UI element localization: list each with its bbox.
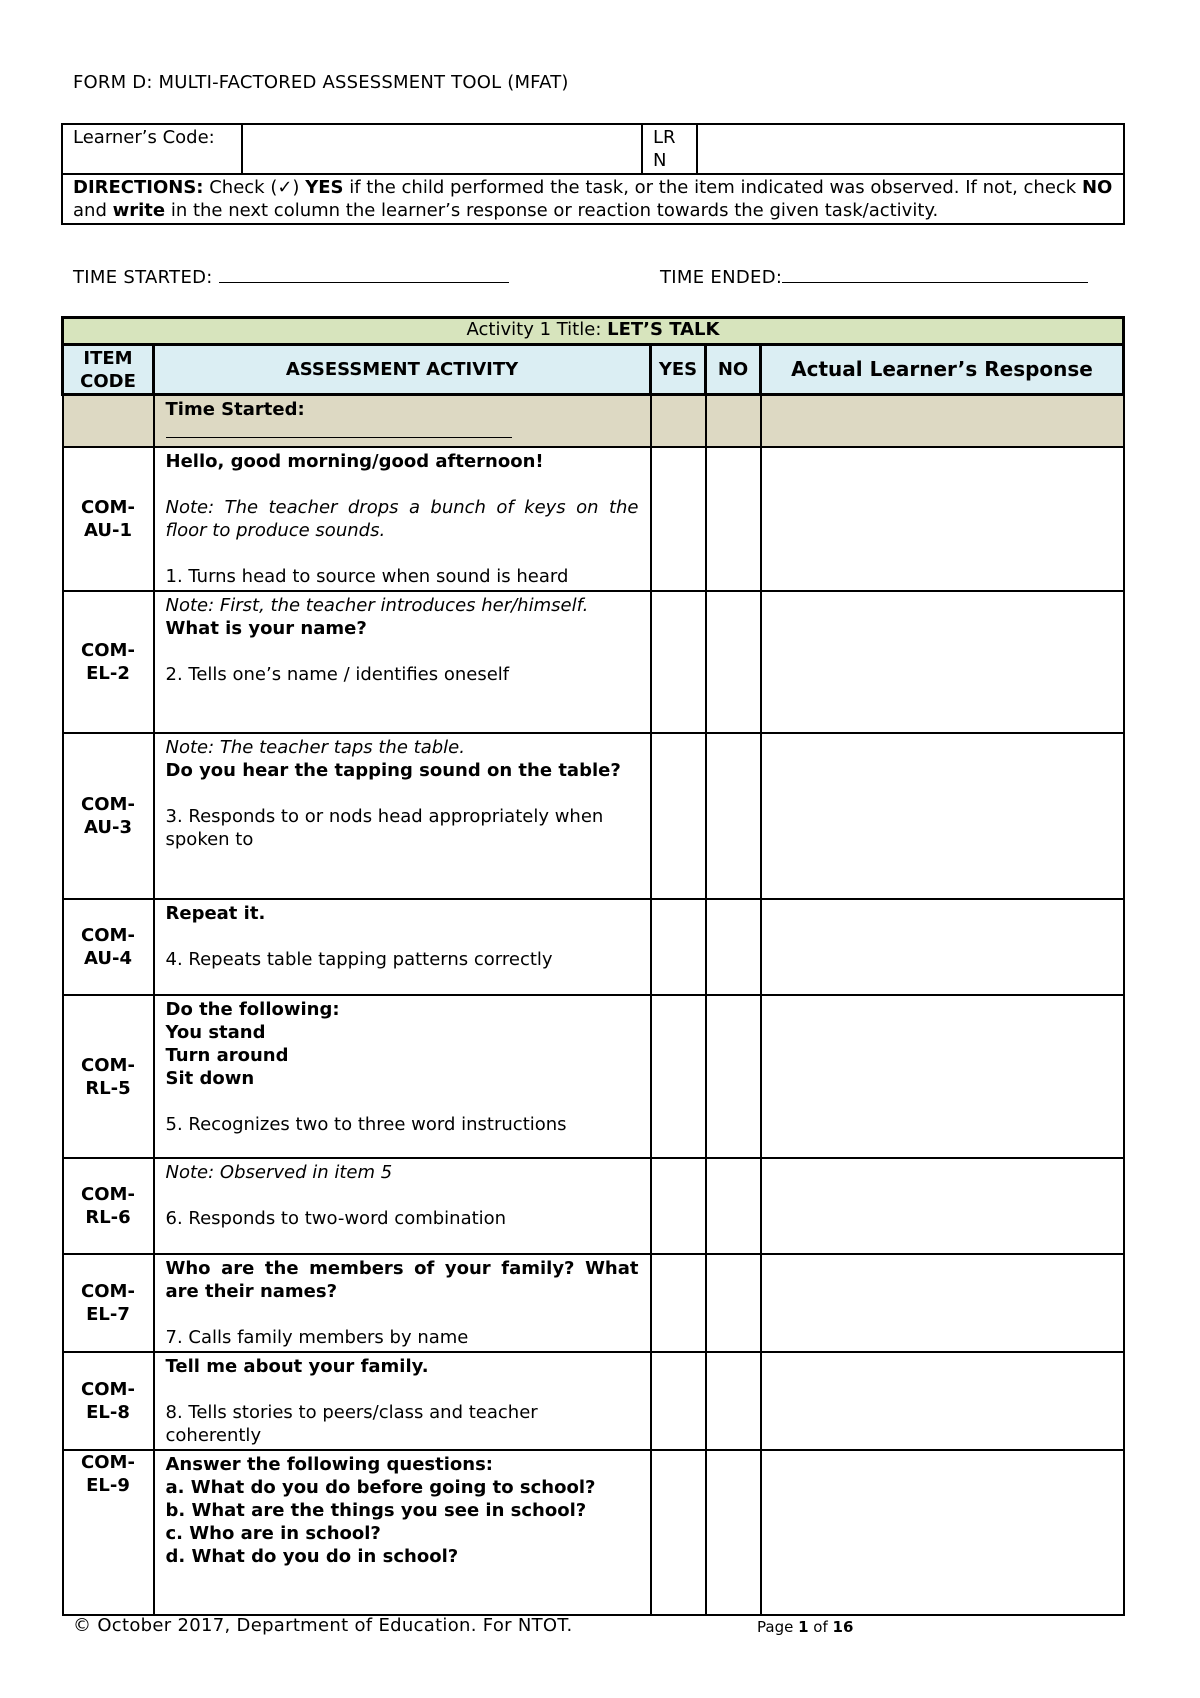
item-code: COM-EL-7 (63, 1254, 154, 1352)
item-code: COM-RL-5 (63, 995, 154, 1158)
time-started-label: TIME STARTED: (73, 267, 213, 288)
no-checkbox[interactable] (706, 1158, 761, 1254)
yes-checkbox[interactable] (651, 995, 706, 1158)
table-row (63, 591, 1124, 733)
no-checkbox[interactable] (706, 733, 761, 899)
learner-code-label: Learner’s Code: (62, 124, 242, 174)
item-code: COM-AU-1 (63, 447, 154, 591)
response-cell[interactable] (761, 447, 1124, 591)
no-checkbox[interactable] (706, 395, 761, 448)
yes-checkbox[interactable] (651, 1254, 706, 1352)
assessment-activity: Hello, good morning/good afternoon! Note: The teacher drops a bunch of keys on the floor to produce sounds. 1. Turns head to source when sound is heard (154, 447, 651, 591)
assessment-table (61, 316, 1125, 1616)
response-cell[interactable] (761, 1254, 1124, 1352)
learner-info-table (61, 123, 1125, 225)
time-started-row: Time Started: (154, 395, 651, 448)
table-row (63, 995, 1124, 1158)
table-row (63, 899, 1124, 995)
col-yes: YES (651, 345, 706, 395)
lrn-field[interactable] (697, 124, 1124, 174)
no-checkbox[interactable] (706, 899, 761, 995)
table-row (63, 1158, 1124, 1254)
lrn-label: LRN (642, 124, 697, 174)
item-code: COM-AU-3 (63, 733, 154, 899)
yes-checkbox[interactable] (651, 447, 706, 591)
page-number: Page 1 of 16 (757, 1618, 854, 1636)
directions-text: DIRECTIONS: Check (✓) YES if the child performed the task, or the item indicated was observed. If not, check NO and write in the next column the learner’s response or reaction towards the given task/activity. (62, 174, 1124, 224)
col-assessment-activity: ASSESSMENT ACTIVITY (154, 345, 651, 395)
item-code: COM-RL-6 (63, 1158, 154, 1254)
table-row (63, 733, 1124, 899)
col-no: NO (706, 345, 761, 395)
yes-checkbox[interactable] (651, 1158, 706, 1254)
table-row (63, 1450, 1124, 1615)
assessment-activity: Repeat it. 4. Repeats table tapping patterns correctly (154, 899, 651, 995)
response-cell[interactable] (761, 733, 1124, 899)
form-title: FORM D: MULTI-FACTORED ASSESSMENT TOOL (MFAT) (73, 72, 569, 93)
table-row (63, 1352, 1124, 1450)
time-ended-label: TIME ENDED: (660, 267, 783, 288)
response-cell[interactable] (761, 1158, 1124, 1254)
assessment-activity: Do the following: You stand Turn around Sit down 5. Recognizes two to three word instructions (154, 995, 651, 1158)
response-cell[interactable] (761, 899, 1124, 995)
learner-code-field[interactable] (242, 124, 642, 174)
item-code: COM-EL-8 (63, 1352, 154, 1450)
yes-checkbox[interactable] (651, 1450, 706, 1615)
footer-copyright: © October 2017, Department of Education. For NTOT. (73, 1615, 573, 1636)
assessment-activity: Note: The teacher taps the table. Do you hear the tapping sound on the table? 3. Responds to or nods head appropriately when spoken to (154, 733, 651, 899)
response-cell[interactable] (761, 591, 1124, 733)
assessment-activity: Tell me about your family. 8. Tells stories to peers/class and teacher coherently (154, 1352, 651, 1450)
time-started-row-blank[interactable] (166, 425, 512, 438)
no-checkbox[interactable] (706, 591, 761, 733)
yes-checkbox[interactable] (651, 1352, 706, 1450)
time-started-code-cell (63, 395, 154, 448)
no-checkbox[interactable] (706, 1352, 761, 1450)
time-started (73, 267, 509, 288)
time-ended-blank[interactable] (782, 268, 1088, 283)
table-row (63, 447, 1124, 591)
yes-checkbox[interactable] (651, 733, 706, 899)
assessment-activity: Note: First, the teacher introduces her/himself. What is your name? 2. Tells one’s name / identifies oneself (154, 591, 651, 733)
response-cell[interactable] (761, 1450, 1124, 1615)
yes-checkbox[interactable] (651, 591, 706, 733)
no-checkbox[interactable] (706, 995, 761, 1158)
assessment-activity: Note: Observed in item 5 6. Responds to two-word combination (154, 1158, 651, 1254)
no-checkbox[interactable] (706, 447, 761, 591)
assessment-activity: Answer the following questions: a. What do you do before going to school? b. What are the things you see in school? c. Who are in school? d. What do you do in school? (154, 1450, 651, 1615)
response-cell[interactable] (761, 395, 1124, 448)
table-row (63, 1254, 1124, 1352)
time-started-blank[interactable] (219, 268, 509, 283)
col-learner-response: Actual Learner’s Response (761, 345, 1124, 395)
yes-checkbox[interactable] (651, 395, 706, 448)
no-checkbox[interactable] (706, 1254, 761, 1352)
item-code: COM-AU-4 (63, 899, 154, 995)
assessment-activity: Who are the members of your family? What are their names? 7. Calls family members by name (154, 1254, 651, 1352)
no-checkbox[interactable] (706, 1450, 761, 1615)
activity-title: Activity 1 Title: LET’S TALK (63, 318, 1124, 345)
response-cell[interactable] (761, 995, 1124, 1158)
col-item-code: ITEM CODE (63, 345, 154, 395)
time-ended (660, 267, 1088, 288)
item-code: COM-EL-2 (63, 591, 154, 733)
response-cell[interactable] (761, 1352, 1124, 1450)
yes-checkbox[interactable] (651, 899, 706, 995)
item-code: COM-EL-9 (63, 1450, 154, 1615)
